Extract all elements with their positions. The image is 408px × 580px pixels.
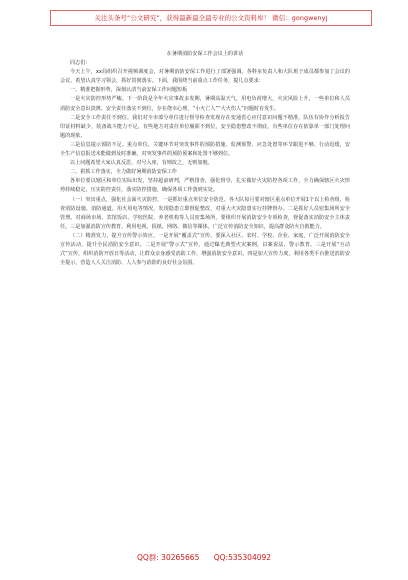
section-heading: 二、狠抓工作落实，全力做好暑期消防安保工作 (70, 169, 177, 176)
body-paragraph: 一是火灾防控形势严峻。下一阶段是全年火灾事故多发期，暑期高温天气，用电负荷增大，火灾风险上升，一些单位和人员消防安全意识淡薄、安全责任落实不到位，存在侥幸心理，“小火亡人”“大火伤人”问题时有发生。 (60, 96, 350, 112)
body-paragraph: 二是安全工作责任不到位。我们对全市部分单位进行督导检查发现存在变通省心应付意识问题不精准，队伍有协作分析报告印证材料缺少，装备战斗能力不足，有些地方对责任单位履职不到位，安全隐患整改不彻底，有些单位存在依靠单一部门处理问题的现象。 (60, 114, 350, 139)
contact-footer (0, 552, 408, 564)
body-paragraph: （二）精准发力，提升宣传警示效应。一是开展“覆盖式”宣传，要深入社区、农村、学校、企业、家庭，广泛开展消防安全宣传活动，提升全民消防安全意识。二是开展“警示式”宣传，通过曝光典型火灾案例，以案说法，警示教育。三是开展“互动式”宣传，组织消防开放日等活动，让群众亲身感受消防工作，增强消防安全意识。四是加大宣传力度，利用各类平台推送消防安全提示，营造人人关注消防、人人参与消防的良好社会氛围。 (60, 232, 350, 267)
body-paragraph: 今天上午，xx局组织召开视频调度会，对暑期消防安保工作进行了部署强调。各科室负责人和大队班子成员都参加了会议的会议，希望认真学习领会、抓好贯彻落实。下面，我围绕当前重点工作任务，提几点要求： (60, 69, 350, 85)
document-body (60, 68, 350, 268)
body-paragraph: 各单位要以辖区和单位实际出发，坚持超前研判，严格排查，强化督导，扎实做好火灾防控各项工作，全力确保辖区火灾形势持续稳定，压实防控责任，落实防控措施，确保各项工作落到实处。 (60, 178, 350, 194)
section-heading: 一、精准把握形势，深刻认清当前安保工作问题短板 (70, 87, 188, 94)
body-paragraph: 以上问题希望大家认真反思，对号入座，有则改之，无则加勉。 (70, 160, 213, 167)
promo-banner[interactable]: 关注头条号“公文研究”，获得最新最全最专业的公文资料库！ 微信：gongwenyj (50, 10, 372, 26)
qq-group[interactable]: QQ群: 30265665 (136, 553, 200, 562)
greeting: 同志们： (70, 60, 91, 67)
document-page (60, 50, 350, 268)
document-title: 在暑期消防安保工作会议上的讲话 (166, 51, 244, 57)
qq-number[interactable]: QQ:535304092 (213, 553, 272, 562)
body-paragraph: （一）突出重点，强化社会面火灾防控。一是抓好重点单位安全防范。各大队每月要对辖区重点单位开展1个以上检查组，检查消防设施、消防通道、用火用电等情况，发现隐患立即督促整改，对重大火灾隐患实行挂牌督办。二是抓好人员密集场所安全管理。对商场市场、宾馆饭店、学校医院、养老机构等人员密集场所，要组织开展消防安全专项检查，督促落实消防安全主体责任。三是加强消防宣传教育。利用电视、报纸、网络、微信等媒体，广泛宣传消防安全知识，提高群众防火自救能力。 (60, 196, 350, 230)
body-paragraph: 三是信息提示预防不足。重点单位、关键环节对突发事件的预防措施、监测预警、应急处置等环节跟进不够、行动迟缓，安全生产信息报送未能做到及时准确，对突发事件的预防预案和处置不够到位。 (60, 141, 350, 158)
